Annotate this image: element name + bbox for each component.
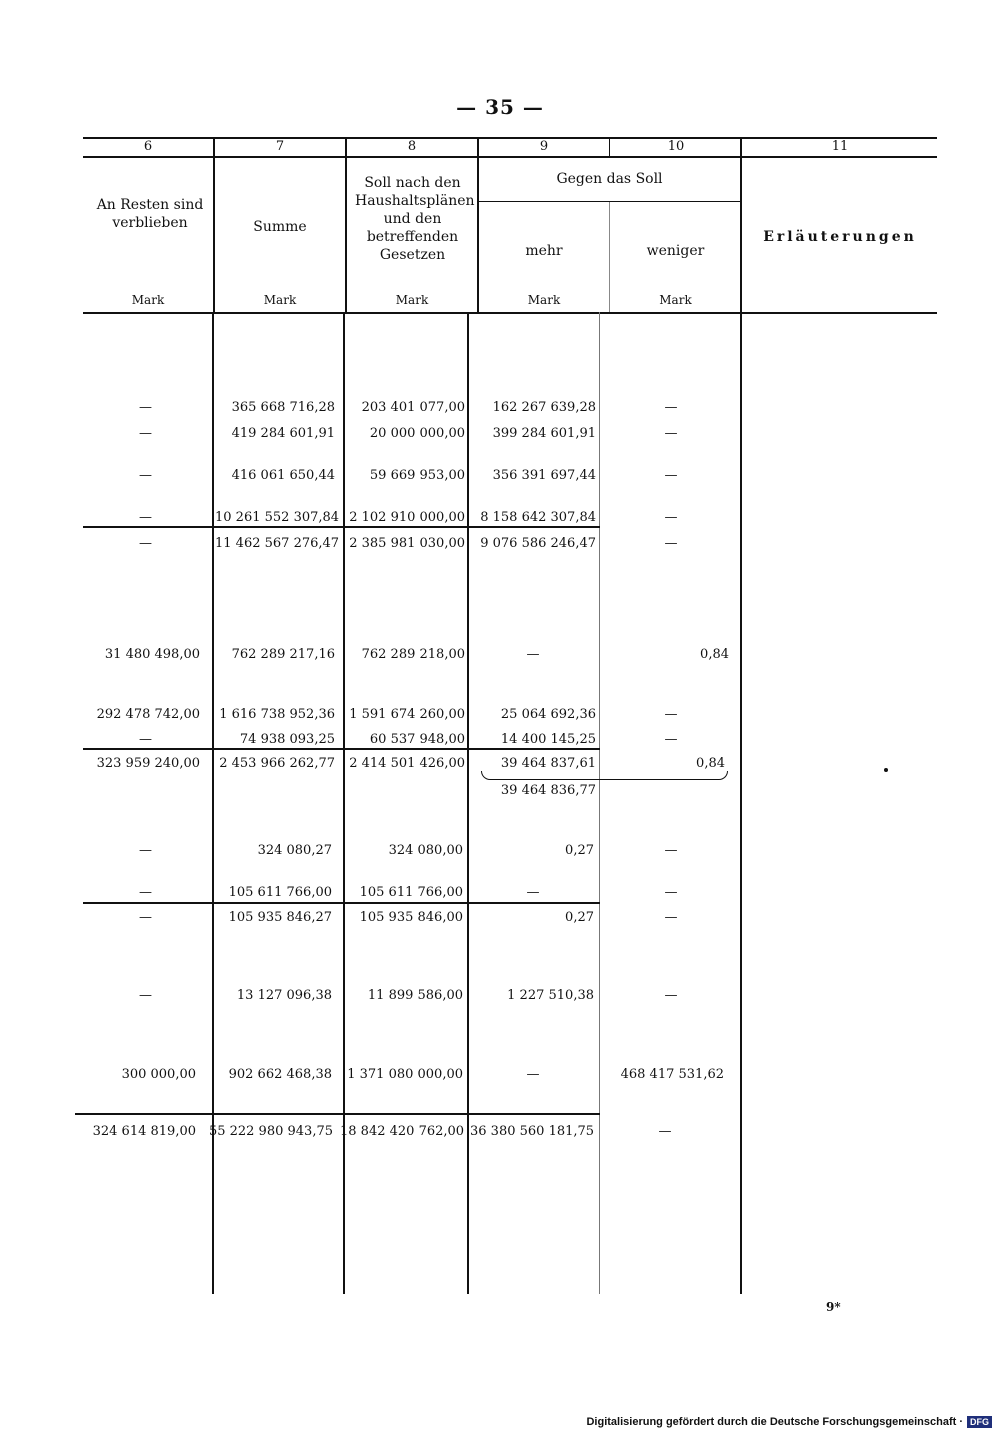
- table-cell: 60 537 948,00: [369, 732, 465, 747]
- table-cell: —: [526, 1067, 540, 1082]
- table-cell: 2 414 501 426,00: [349, 756, 465, 771]
- table-cell: 365 668 716,28: [231, 400, 335, 415]
- footer: [586, 1416, 992, 1428]
- table-cell: —: [526, 885, 540, 900]
- table-cell: —: [139, 400, 152, 415]
- table-cell: 0,27: [565, 843, 594, 858]
- grand-total-cell: 55 222 980 943,75: [208, 1124, 333, 1139]
- table-cell: —: [664, 988, 678, 1003]
- table-cell: 468 417 531,62: [620, 1067, 724, 1082]
- table-cell: 11 899 586,00: [367, 988, 463, 1003]
- table-cell: 162 267 639,28: [492, 400, 596, 415]
- grand-total-cell: 36 380 560 181,75: [470, 1124, 595, 1139]
- unit-col9: Mark: [527, 293, 561, 307]
- table-cell: 356 391 697,44: [492, 468, 596, 483]
- table-cell: 0,27: [565, 910, 594, 925]
- table-cell: 1 227 510,38: [507, 988, 594, 1003]
- table-cell: 1 371 080 000,00: [347, 1067, 463, 1082]
- column-number-7: 7: [275, 139, 285, 154]
- table-cell: —: [139, 732, 152, 747]
- table-cell: —: [139, 988, 152, 1003]
- header-divider: [477, 137, 479, 312]
- table-cell: 8 158 642 307,84: [480, 510, 596, 525]
- table-cell: —: [139, 885, 152, 900]
- table-cell: 9 076 586 246,47: [480, 536, 596, 551]
- table-cell: 292 478 742,00: [96, 707, 200, 722]
- grand-total-rule: [75, 1113, 600, 1115]
- table-cell: —: [664, 910, 678, 925]
- table-cell: 300 000,00: [121, 1067, 196, 1082]
- table-cell: 39 464 836,77: [500, 783, 596, 798]
- page-number: — 35 —: [456, 95, 544, 119]
- grand-total-cell: 324 614 819,00: [92, 1124, 196, 1139]
- grand-total-cell: —: [658, 1124, 672, 1139]
- header-divider: [609, 202, 610, 312]
- table-cell: —: [664, 885, 678, 900]
- table-cell: 1 591 674 260,00: [349, 707, 465, 722]
- header-col8: Soll nach den Haushaltsplänen und den betreffenden Gesetzen: [355, 175, 475, 263]
- table-cell: 105 611 766,00: [228, 885, 332, 900]
- table-cell: 2 453 966 262,77: [219, 756, 335, 771]
- table-cell: 14 400 145,25: [500, 732, 596, 747]
- table-cell: 0,84: [696, 756, 725, 771]
- table-cell: 203 401 077,00: [361, 400, 465, 415]
- unit-col7: Mark: [263, 293, 297, 307]
- column-number-10: 10: [667, 139, 685, 154]
- table-cell: 2 102 910 000,00: [349, 510, 465, 525]
- body-divider: [740, 312, 742, 1294]
- table-cell: 419 284 601,91: [231, 426, 335, 441]
- table-cell: —: [139, 536, 152, 551]
- table-cell: —: [664, 510, 678, 525]
- table-cell: —: [664, 536, 678, 551]
- grand-total-cell: 18 842 420 762,00: [340, 1124, 465, 1139]
- header-col11: Erläuterungen: [763, 229, 917, 245]
- table-cell: 0,84: [700, 647, 729, 662]
- dfg-logo: DFG: [967, 1416, 992, 1428]
- subtotal-rule: [83, 526, 600, 528]
- table-cell: 399 284 601,91: [492, 426, 596, 441]
- table-cell: —: [664, 843, 678, 858]
- table-cell: 324 080,00: [388, 843, 463, 858]
- table-cell: 2 385 981 030,00: [349, 536, 465, 551]
- body-divider: [343, 312, 345, 1294]
- column-number-11: 11: [831, 139, 849, 154]
- table-cell: 31 480 498,00: [104, 647, 200, 662]
- table-cell: —: [139, 510, 152, 525]
- header-col6: An Resten sind verblieben: [96, 197, 204, 231]
- table-cell: 10 261 552 307,84: [215, 510, 340, 525]
- table-cell: 1 616 738 952,36: [219, 707, 335, 722]
- table-cell: 416 061 650,44: [231, 468, 335, 483]
- header-divider: [609, 137, 610, 157]
- table-cell: —: [664, 400, 678, 415]
- table-cell: 762 289 217,16: [231, 647, 335, 662]
- body-divider: [212, 312, 214, 1294]
- subtotal-rule: [83, 748, 600, 750]
- table-cell: —: [664, 707, 678, 722]
- table-cell: 25 064 692,36: [500, 707, 596, 722]
- header-divider: [345, 137, 347, 312]
- table-cell: 11 462 567 276,47: [215, 536, 340, 551]
- table-cell: —: [139, 426, 152, 441]
- column-number-9: 9: [539, 139, 549, 154]
- body-divider: [467, 312, 469, 1294]
- footer-text: Digitalisierung gefördert durch die Deutsche Forschungsgemeinschaft ·: [586, 1416, 963, 1428]
- table-cell: —: [664, 468, 678, 483]
- table-cell: 105 611 766,00: [359, 885, 463, 900]
- table-cell: —: [139, 910, 152, 925]
- table-cell: 105 935 846,00: [359, 910, 463, 925]
- table-cell: 39 464 837,61: [500, 756, 596, 771]
- table-cell: —: [664, 732, 678, 747]
- unit-col8: Mark: [395, 293, 429, 307]
- table-cell: 59 669 953,00: [369, 468, 465, 483]
- table-cell: —: [139, 468, 152, 483]
- header-divider: [740, 137, 742, 312]
- table-cell: 902 662 468,38: [228, 1067, 332, 1082]
- signature-mark: 9*: [826, 1300, 841, 1314]
- brace-mark: [481, 771, 728, 780]
- table-cell: 105 935 846,27: [228, 910, 332, 925]
- unit-col6: Mark: [131, 293, 165, 307]
- table-cell: 762 289 218,00: [361, 647, 465, 662]
- body-divider: [599, 312, 600, 1294]
- unit-col10: Mark: [659, 293, 692, 307]
- ink-dot: [884, 768, 888, 772]
- column-number-rule: [83, 156, 937, 158]
- table-cell: —: [139, 843, 152, 858]
- table-cell: 323 959 240,00: [96, 756, 200, 771]
- table-cell: 13 127 096,38: [236, 988, 332, 1003]
- table-cell: —: [526, 647, 540, 662]
- table-cell: 324 080,27: [257, 843, 332, 858]
- subtotal-rule: [83, 902, 600, 904]
- header-group-gegen-das-soll: Gegen das Soll: [556, 171, 663, 187]
- header-col10: weniger: [646, 243, 705, 259]
- table-cell: —: [664, 426, 678, 441]
- header-col7: Summe: [253, 219, 307, 235]
- column-number-8: 8: [407, 139, 417, 154]
- table-cell: 74 938 093,25: [239, 732, 335, 747]
- column-number-6: 6: [143, 139, 153, 154]
- header-col9: mehr: [525, 243, 563, 259]
- table-cell: 20 000 000,00: [369, 426, 465, 441]
